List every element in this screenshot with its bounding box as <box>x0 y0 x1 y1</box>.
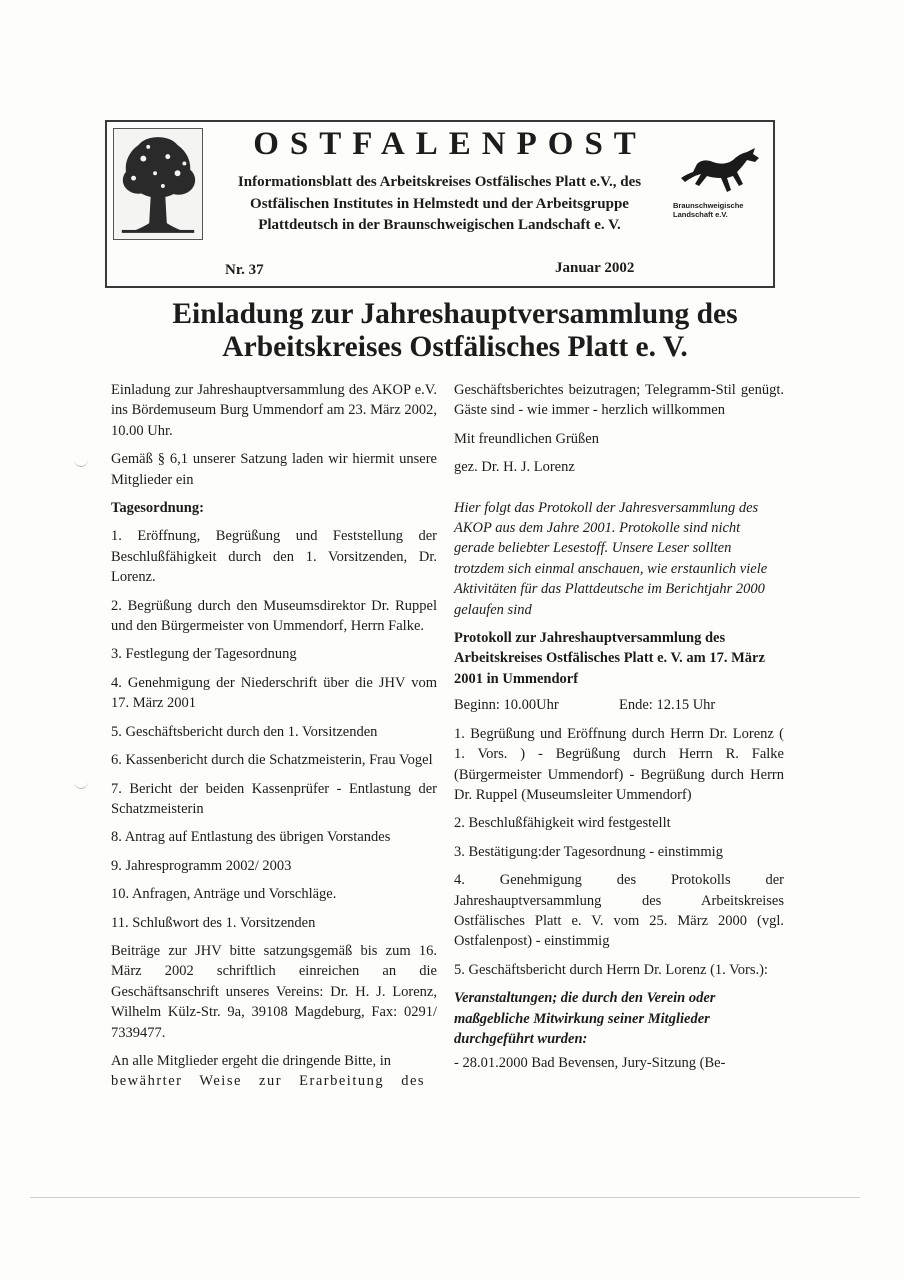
protocol-item: 2. Beschlußfähigkeit wird festgestellt <box>454 815 671 832</box>
newsletter-title: OSTFALENPOST <box>253 126 647 162</box>
contributions-text: Beiträge zur JHV bitte satzungsgemäß bis zum 16. März 2002 schriftlich einreichen an die Geschäftsanschrift unseres Vereins: Dr. H. J. Lorenz, Wilhelm Külz-Str. 9a, 39108 Magdeburg, Fax: 0291/ 7339477. <box>111 942 437 1041</box>
protocol-intro: Hier folgt das Protokoll der Jahresversammlung des AKOP aus dem Jahre 2001. Protokolle sind nicht gerade beliebter Lesestoff. Unsere Leser sollten trotzdem sich einmal anschauen, wie erstaunlich viele Aktivitäten für das Plattdeutsche im Berichtjahr 2000 gelaufen sind <box>454 499 768 618</box>
issue-date: Januar 2002 <box>555 260 635 276</box>
binder-hole-mark <box>74 774 88 789</box>
satzung-text: Gemäß § 6,1 unserer Satzung laden wir hiermit unsere Mitglieder ein <box>111 451 437 488</box>
page-bottom-rule <box>30 1197 860 1198</box>
agenda-item: 3. Festlegung der Tagesordnung <box>111 646 297 663</box>
headline-line1: Einladung zur Jahreshauptversammlung des <box>172 298 738 330</box>
protocol-item: 5. Geschäftsbericht durch Herrn Dr. Lorenz (1. Vors.): <box>454 961 768 978</box>
end-time: Ende: 12.15 Uhr <box>619 697 716 714</box>
request-text <box>111 1051 437 1092</box>
invitation-continued: Geschäftsberichtes beizutragen; Telegramm-Stil genügt. Gäste sind - wie immer - herzlich willkommen <box>454 382 784 419</box>
protocol-title: Protokoll zur Jahreshauptversammlung des Arbeitskreises Ostfälisches Platt e. V. am 17. März 2001 in Ummendorf <box>454 630 765 687</box>
event-item: - 28.01.2000 Bad Bevensen, Jury-Sitzung (Be- <box>454 1055 726 1072</box>
logo-label-line1: Braunschweigische <box>673 201 744 210</box>
begin-time: Beginn: 10.00Uhr <box>454 697 559 714</box>
agenda-item: 11. Schlußwort des 1. Vorsitzenden <box>111 914 316 931</box>
page-title <box>60 298 850 364</box>
request-line1: An alle Mitglieder ergeht die dringende Bitte, in <box>111 1052 391 1069</box>
agenda-item: 2. Begrüßung durch den Museumsdirektor Dr. Ruppel und den Bürgermeister von Ummendorf, Herrn Falke. <box>111 597 437 635</box>
agenda-item: 8. Antrag auf Entlastung des übrigen Vorstandes <box>111 829 391 846</box>
protocol-item: 4. Genehmigung des Protokolls der Jahreshauptversammlung des Arbeitskreises Ostfälisches Platt e. V. vom 25. März 2000 (vgl. Ostfalenpost) - einstimmig <box>454 872 784 950</box>
agenda-item: 6. Kassenbericht durch die Schatzmeisterin, Frau Vogel <box>111 752 433 769</box>
binder-hole-mark <box>74 452 88 467</box>
agenda-item: 9. Jahresprogramm 2002/ 2003 <box>111 857 292 874</box>
greeting: Mit freundlichen Grüßen <box>454 430 599 447</box>
newsletter-subtitle: Informationsblatt des Arbeitskreises Ostfälisches Platt e.V., des Ostfälischen Institutes in Helmstedt und der Arbeitsgruppe Plattdeutsch in der Braunschweigischen Landschaft e. V. <box>237 174 642 233</box>
logo-label <box>673 202 773 219</box>
horse-icon <box>673 146 763 196</box>
protocol-item: 3. Bestätigung:der Tagesordnung - einstimmig <box>454 843 723 860</box>
agenda-item: 4. Genehmigung der Niederschrift über die JHV vom 17. März 2001 <box>111 674 437 712</box>
agenda-item: 7. Bericht der beiden Kassenprüfer - Entlastung der Schatzmeisterin <box>111 780 437 817</box>
headline-line2: Arbeitskreises Ostfälisches Platt e. V. <box>222 331 688 363</box>
agenda-heading: Tagesordnung: <box>111 500 204 517</box>
protocol-item: 1. Begrüßung und Eröffnung durch Herrn Dr. Lorenz ( 1. Vors. ) - Begrüßung durch Herrn R. Falke (Bürgermeister Ummendorf) - Begrüßung durch Herrn Dr. Ruppel (Museumsleiter Ummendorf) <box>454 725 784 803</box>
signature: gez. Dr. H. J. Lorenz <box>454 459 575 476</box>
request-line2: bewährter Weise zur Erarbeitung des <box>111 1073 426 1090</box>
right-column <box>454 380 784 1082</box>
agenda-item: 5. Geschäftsbericht durch den 1. Vorsitzenden <box>111 723 378 740</box>
left-column <box>111 380 437 1092</box>
events-heading: Veranstaltungen; die durch den Verein oder maßgebliche Mitwirkung seiner Mitglieder durchgeführt wurden: <box>454 990 716 1047</box>
masthead <box>105 120 775 288</box>
agenda-item: 1. Eröffnung, Begrüßung und Feststellung der Beschlußfähigkeit durch den 1. Vorsitzenden, Dr. Lorenz. <box>111 528 437 586</box>
agenda-item: 10. Anfragen, Anträge und Vorschläge. <box>111 886 337 903</box>
invitation-intro: Einladung zur Jahreshauptversammlung des AKOP e.V. ins Bördemuseum Burg Ummendorf am 23. März 2002, 10.00 Uhr. <box>111 382 437 439</box>
meeting-times <box>454 695 784 715</box>
issue-number: Nr. 37 <box>225 262 264 278</box>
logo-label-line2: Landschaft e.V. <box>673 209 728 219</box>
